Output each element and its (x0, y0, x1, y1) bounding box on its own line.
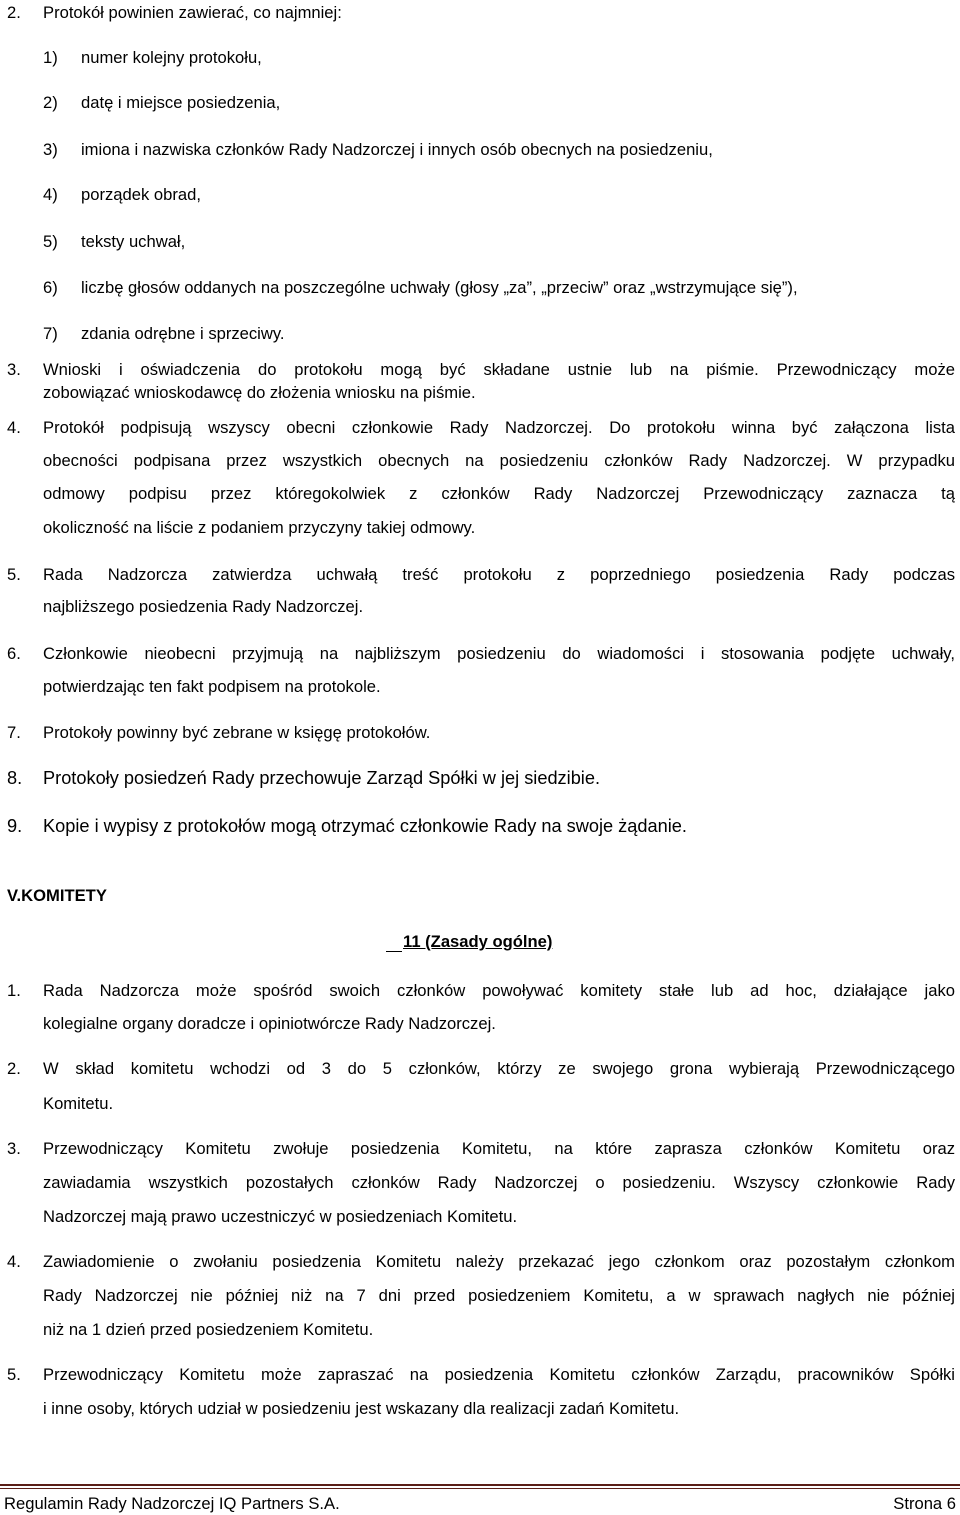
list-item-number: 1) (43, 48, 58, 67)
paragraph-line: Przewodniczący Komitetu zwołuje posiedzenia Komitetu, na które zaprasza członków Komitetu oraz (43, 1139, 955, 1158)
list-item-number: 4) (43, 185, 58, 204)
paragraph-line: Komitetu. (43, 1094, 114, 1113)
subheading (386, 932, 552, 952)
paragraph-number: 3. (7, 1139, 21, 1158)
list-item: porządek obrad, (81, 185, 201, 204)
paragraph-line: zobowiązać wnioskodawcę do złożenia wniosku na piśmie. (43, 383, 476, 402)
list-item-number: 7) (43, 324, 58, 343)
list-item: zdania odrębne i sprzeciwy. (81, 324, 285, 343)
list-item: numer kolejny protokołu, (81, 48, 262, 67)
paragraph-number: 4. (7, 418, 21, 437)
intro-number: 2. (7, 3, 21, 22)
paragraph-number: 3. (7, 360, 21, 379)
list-item: teksty uchwał, (81, 232, 186, 251)
paragraph-line: odmowy podpisu przez któregokolwiek z członków Rady Nadzorczej Przewodniczący zaznacza tą (43, 484, 955, 503)
paragraph-line: kolegialne organy doradcze i opiniotwórcze Rady Nadzorczej. (43, 1014, 496, 1033)
list-item-number: 2) (43, 93, 58, 112)
paragraph-number: 5. (7, 1365, 21, 1384)
paragraph-line: Kopie i wypisy z protokołów mogą otrzymać członkowie Rady na swoje żądanie. (43, 816, 687, 836)
footer-rule-thin (0, 1488, 960, 1489)
underline-gap (386, 933, 402, 952)
paragraph-line: W skład komitetu wchodzi od 3 do 5 członków, którzy ze swojego grona wybierają Przewodniczącego (43, 1059, 955, 1078)
paragraph-line: Protokół podpisują wszyscy obecni członkowie Rady Nadzorczej. Do protokołu winna być załączona lista (43, 418, 955, 437)
list-item: liczbę głosów oddanych na poszczególne uchwały (głosy „za”, „przeciw” oraz „wstrzymujące się”), (81, 278, 798, 297)
paragraph-number: 4. (7, 1252, 21, 1271)
section-heading: V.KOMITETY (7, 886, 107, 905)
footer-rule (0, 1484, 960, 1486)
list-item-number: 3) (43, 140, 58, 159)
list-item: datę i miejsce posiedzenia, (81, 93, 281, 112)
paragraph-number: 8. (7, 768, 23, 788)
paragraph-line: i inne osoby, których udział w posiedzeniu jest wskazany dla realizacji zadań Komitetu. (43, 1399, 680, 1418)
paragraph-line: potwierdzając ten fakt podpisem na protokole. (43, 677, 381, 696)
paragraph-line: najbliższego posiedzenia Rady Nadzorczej. (43, 597, 364, 616)
paragraph-line: Rada Nadzorcza zatwierdza uchwałą treść protokołu z poprzedniego posiedzenia Rady podczas (43, 565, 955, 584)
paragraph-number: 5. (7, 565, 21, 584)
paragraph-line: Rada Nadzorcza może spośród swoich członków powoływać komitety stałe lub ad hoc, działające jako (43, 981, 955, 1000)
paragraph-line: niż na 1 dzień przed posiedzeniem Komitetu. (43, 1320, 374, 1339)
paragraph-number: 9. (7, 816, 23, 836)
intro-text: Protokół powinien zawierać, co najmniej: (43, 3, 342, 22)
paragraph-line: zawiadamia wszystkich pozostałych członków Rady Nadzorczej o posiedzeniu. Wszyscy członkowie Rady (43, 1173, 955, 1192)
paragraph-line: Protokoły posiedzeń Rady przechowuje Zarząd Spółki w jej siedzibie. (43, 768, 601, 788)
paragraph-line: Rady Nadzorczej nie później niż na 7 dni przed posiedzeniem Komitetu, a w sprawach nagłych nie później (43, 1286, 955, 1305)
list-item: imiona i nazwiska członków Rady Nadzorczej i innych osób obecnych na posiedzeniu, (81, 140, 713, 159)
list-item-number: 5) (43, 232, 58, 251)
paragraph-line: Zawiadomienie o zwołaniu posiedzenia Komitetu należy przekazać jego członkom oraz pozostałym członkom (43, 1252, 955, 1271)
paragraph-number: 2. (7, 1059, 21, 1078)
paragraph-line: Przewodniczący Komitetu może zapraszać na posiedzenia Komitetu członków Zarządu, pracowników Spółki (43, 1365, 955, 1384)
list-item-number: 6) (43, 278, 58, 297)
paragraph-number: 1. (7, 981, 21, 1000)
paragraph-line: Protokoły powinny być zebrane w księgę protokołów. (43, 723, 431, 742)
paragraph-line: okoliczność na liście z podaniem przyczyny takiej odmowy. (43, 518, 476, 537)
paragraph-line: Członkowie nieobecni przyjmują na najbliższym posiedzeniu do wiadomości i stosowania podjęte uchwały, (43, 644, 955, 663)
footer-document-title: Regulamin Rady Nadzorczej IQ Partners S.A. (4, 1494, 340, 1513)
paragraph-line: Nadzorczej mają prawo uczestniczyć w posiedzeniach Komitetu. (43, 1207, 518, 1226)
paragraph-number: 7. (7, 723, 21, 742)
footer-page-number: Strona 6 (893, 1494, 956, 1513)
paragraph-line: Wnioski i oświadczenia do protokołu mogą być składane ustnie lub na piśmie. Przewodniczący może (43, 360, 955, 379)
paragraph-line: obecności podpisana przez wszystkich obecnych na posiedzeniu członków Rady Nadzorczej. W przypadku (43, 451, 955, 470)
subheading-text: 11 (Zasady ogólne) (403, 932, 553, 951)
paragraph-number: 6. (7, 644, 21, 663)
